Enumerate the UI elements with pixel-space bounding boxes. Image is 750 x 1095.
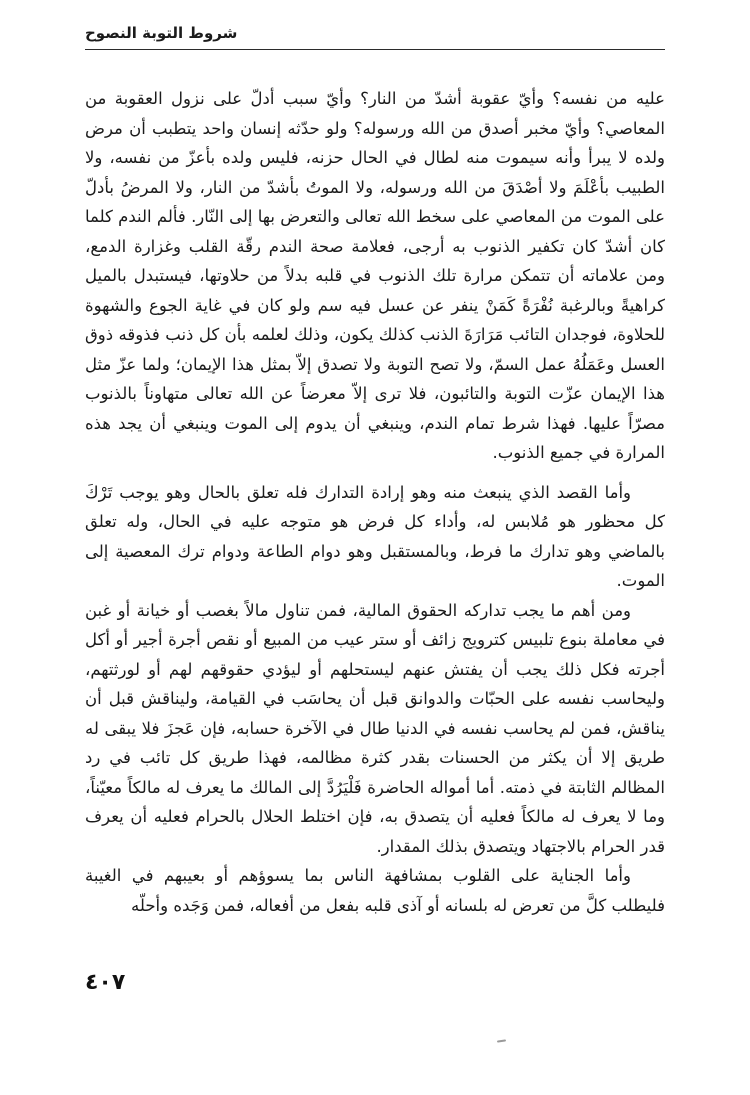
chapter-title: شروط التوبة النصوح — [85, 24, 238, 42]
paragraph-intent: وأما القصد الذي ينبعث منه وهو إرادة التدارك فله تعلق بالحال وهو يوجب تَرْكَ كل محظور هو مُلابس له، وأداء كل فرض هو متوجه عليه في الحال، وله تعلق بالماضي وهو تدارك ما فرط، وبالمستقبل وهو دوام الطاعة ودوام ترك المعصية إلى الموت. — [85, 482, 665, 590]
page-number: ٤٠٧ — [85, 970, 126, 995]
paragraph-continuation: عليه من نفسه؟ وأيّ عقوبة أشدّ من النار؟ وأيّ سبب أدلّ على نزول العقوبة من المعاصي؟ وأيّ مخبر أصدق من الله ورسوله؟ ولو حدّثه إنسان واحد يتطبب أن مرض ولده لا يبرأ وأنه سيموت منه لطال في الحال حزنه، فليس ولده بأعزّ من نفسه، ولا الطبيب بأعْلَمَ ولا أصْدَقَ من الله ورسوله، ولا الموتُ بأشدّ من النار، ولا المرضُ بأدلّ على الموت من المعاصي على سخط الله تعالى والتعرض بها إلى النّار. فألم الندم كلما كان أشدّ كان تكفير الذنوب به أرجى، فعلامة صحة الندم رقّة القلب وغزارة الدمع، ومن علاماته أن تتمكن مرارة تلك الذنوب في قلبه بدلاً من حلاوتها، فيستبدل بالميل كراهيةً وبالرغبة نُفْرَةً كَمَنْ ينفر عن عسل فيه سم ولو كان في غاية الجوع والشهوة للحلاوة، فوجدان التائب مَرَارَةَ الذنب كذلك يكون، وذلك لعلمه بأن كل ذنب فذوقه ذوق العسل وعَمَلُهُ عمل السمّ، ولا تصح التوبة ولا تصدق إلاّ بمثل هذا الإيمان؛ ولما عزّ مثل هذا الإيمان عزّت التوبة والتائبون، فلا ترى إلاّ معرضاً عن الله تعالى متهاوناً بالذنوب مصرّاً عليها. فهذا شرط تمام الندم، وينبغي أن يدوم إلى الموت وينبغي أن يجد هذه المرارة في جميع الذنوب. — [85, 89, 665, 462]
header-rule — [85, 49, 665, 50]
paragraph-financial-rights: ومن أهم ما يجب تداركه الحقوق المالية، فمن تناول مالاً بغصب أو خيانة أو غبن في معاملة بنوع تلبيس كترويج زائف أو ستر عيب من المبيع أو نقص أجرة أجير أو أكل أجرته فكل ذلك يجب أن يفتش عنهم ليستحلهم أو ليؤدي حقوقهم لهم أو لورثتهم، وليحاسب نفسه على الحبّات والدوانق قبل أن يحاسَب في القيامة، وليناقش قبل أن يناقش، فمن لم يحاسب نفسه في الدنيا طال في الآخرة حسابه، فإن عَجزَ فلا يبقى له طريق إلا أن يكثر من الحسنات بقدر كثرة مظالمه، فهذا طريق كل تائب في رد المظالم الثابتة في ذمته. أما أمواله الحاضرة فَلْيَرُدَّ إلى المالك ما يعرف له مالكاً معيّناً، وما لا يعرف له مالكاً فعليه أن يتصدق به، فإن اختلط الحلال بالحرام فعليه أن يعرف قدر الحرام بالاجتهاد ويتصدق بذلك المقدار. — [85, 600, 665, 856]
running-header — [85, 24, 665, 54]
paragraph-offense-to-hearts: وأما الجناية على القلوب بمشافهة الناس بما يسوؤهم أو بعيبهم في الغيبة فليطلب كلَّ من تعرض له بلسانه أو آذى قلبه بفعل من أفعاله، فمن وَجَده وأحلّه — [85, 866, 665, 915]
page-body — [85, 84, 665, 920]
scan-artifact — [497, 1039, 506, 1042]
